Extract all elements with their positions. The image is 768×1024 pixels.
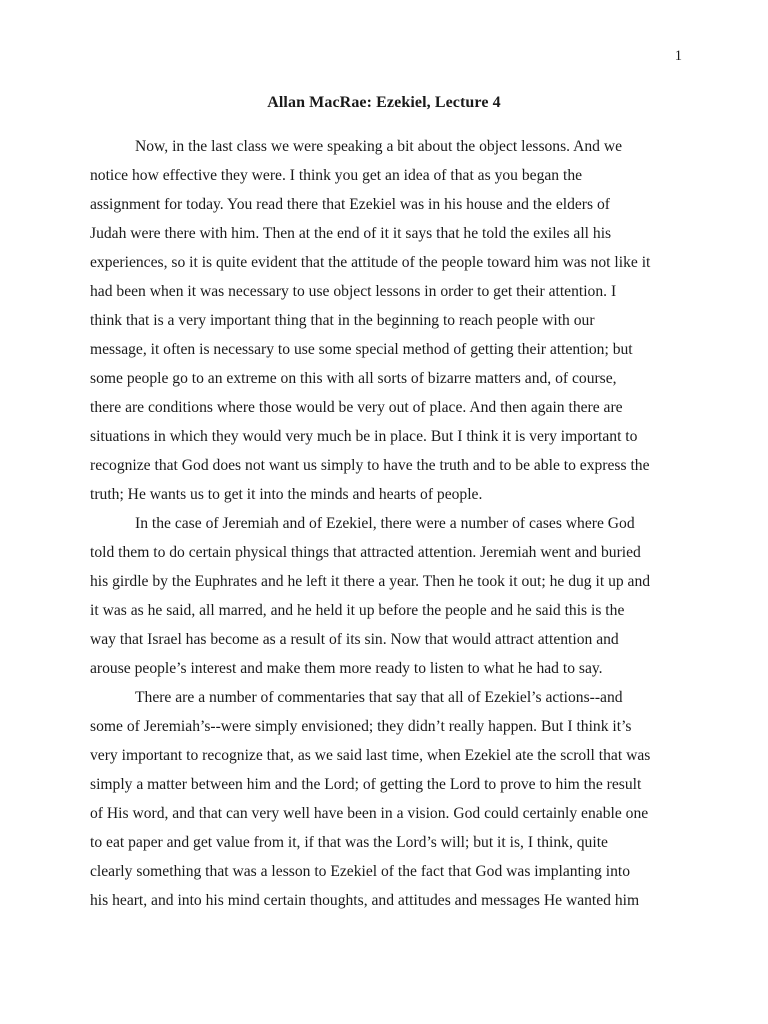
text-line: situations in which they would very much be in place. But I think it is very important to [90, 428, 638, 445]
text-line: his girdle by the Euphrates and he left it there a year. Then he took it out; he dug it up and [90, 573, 651, 590]
text-line: of His word, and that can very well have been in a vision. God could certainly enable one [90, 805, 649, 822]
text-line: notice how effective they were. I think you get an idea of that as you began the [90, 167, 583, 184]
text-line: experiences, so it is quite evident that the attitude of the people toward him was not like it [90, 254, 651, 271]
text-line: told them to do certain physical things that attracted attention. Jeremiah went and buried [90, 544, 641, 561]
text-line: there are conditions where those would be very out of place. And then again there are [90, 399, 623, 416]
text-line: truth; He wants us to get it into the minds and hearts of people. [90, 486, 483, 503]
text-line: Now, in the last class we were speaking a bit about the object lessons. And we [135, 138, 623, 155]
text-line: arouse people’s interest and make them more ready to listen to what he had to say. [90, 660, 603, 677]
text-line: very important to recognize that, as we said last time, when Ezekiel ate the scroll that was [90, 747, 651, 764]
document-title: Allan MacRae: Ezekiel, Lecture 4 [267, 94, 501, 111]
text-line: some people go to an extreme on this with all sorts of bizarre matters and, of course, [90, 370, 617, 387]
text-line: recognize that God does not want us simply to have the truth and to be able to express the [90, 457, 650, 474]
text-line: his heart, and into his mind certain thoughts, and attitudes and messages He wanted him [90, 892, 640, 909]
text-line: In the case of Jeremiah and of Ezekiel, there were a number of cases where God [135, 515, 635, 532]
page-number: 1 [674, 48, 682, 64]
text-line: had been when it was necessary to use object lessons in order to get their attention. I [90, 283, 617, 300]
text-line: message, it often is necessary to use some special method of getting their attention; but [90, 341, 633, 358]
text-line: clearly something that was a lesson to Ezekiel of the fact that God was implanting into [90, 863, 631, 880]
text-line: simply a matter between him and the Lord; of getting the Lord to prove to him the result [90, 776, 642, 793]
text-line: assignment for today. You read there that Ezekiel was in his house and the elders of [90, 196, 610, 213]
text-line: it was as he said, all marred, and he held it up before the people and he said this is the [90, 602, 625, 619]
text-line: think that is a very important thing that in the beginning to reach people with our [90, 312, 595, 329]
text-line: to eat paper and get value from it, if that was the Lord’s will; but it is, I think, quite [90, 834, 608, 851]
text-line: Judah were there with him. Then at the end of it it says that he told the exiles all his [90, 225, 612, 242]
text-line: some of Jeremiah’s--were simply envisioned; they didn’t really happen. But I think it’s [90, 718, 632, 735]
text-line: There are a number of commentaries that say that all of Ezekiel’s actions--and [135, 689, 623, 706]
text-line: way that Israel has become as a result of its sin. Now that would attract attention and [90, 631, 619, 648]
